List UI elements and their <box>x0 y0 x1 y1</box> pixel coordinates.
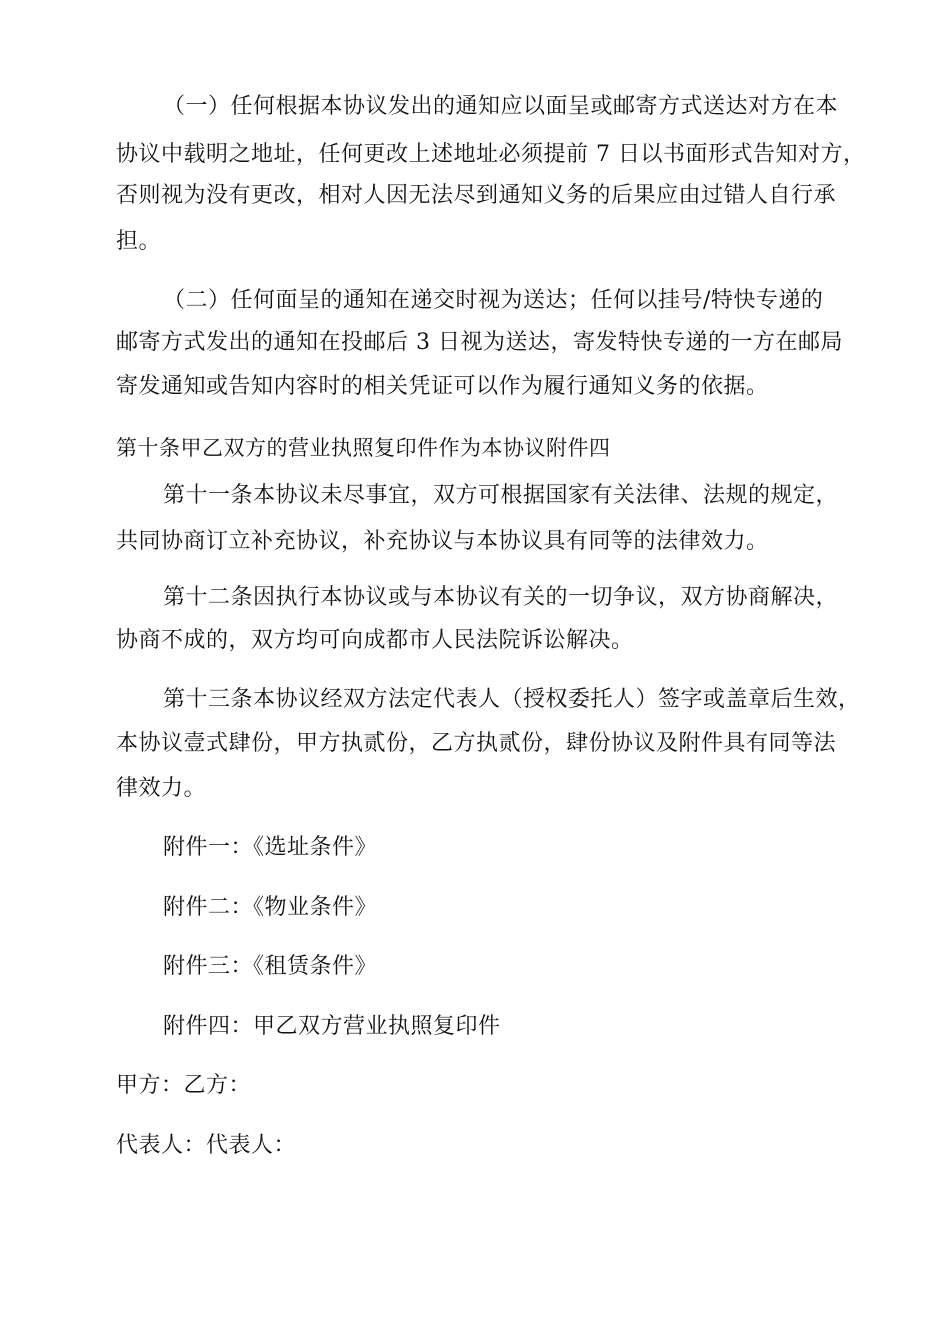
paragraph-1-line-4: 担。 <box>116 229 162 254</box>
article-12-line-2: 协商不成的，双方均可向成都市人民法院诉讼解决。 <box>116 628 634 653</box>
signature-parties: 甲方：乙方： <box>116 1073 252 1098</box>
paragraph-1-line-2: 协议中载明之地址，任何更改上述地址必须提前 7 日以书面形式告知对方， <box>116 142 866 167</box>
attachment-2: 附件二：《物业条件》 <box>163 895 378 920</box>
paragraph-1-line-1: （一）任何根据本协议发出的通知应以面呈或邮寄方式送达对方在本 <box>163 94 839 119</box>
paragraph-2-line-3: 寄发通知或告知内容时的相关凭证可以作为履行通知义务的依据。 <box>116 374 769 399</box>
article-11-line-2: 共同协商订立补充协议，补充协议与本协议具有同等的法律效力。 <box>116 529 769 554</box>
attachment-3: 附件三：《租赁条件》 <box>163 954 378 979</box>
signature-representatives: 代表人：代表人： <box>116 1133 297 1158</box>
article-13-line-3: 律效力。 <box>116 776 207 801</box>
attachment-4: 附件四：甲乙双方营业执照复印件 <box>163 1014 501 1039</box>
article-11-line-1: 第十一条本协议未尽事宜，双方可根据国家有关法律、法规的规定， <box>163 483 839 508</box>
paragraph-2-line-2: 邮寄方式发出的通知在投邮后 3 日视为送达，寄发特快专递的一方在邮局 <box>116 330 843 355</box>
article-12-line-1: 第十二条因执行本协议或与本协议有关的一切争议，双方协商解决， <box>163 585 839 610</box>
article-10-heading: 第十条甲乙双方的营业执照复印件作为本协议附件四 <box>116 436 611 460</box>
paragraph-1-line-3: 否则视为没有更改，相对人因无法尽到通知义务的后果应由过错人自行承 <box>116 183 837 208</box>
article-13-line-2: 本协议壹式肆份，甲方执贰份，乙方执贰份，肆份协议及附件具有同等法 <box>116 731 837 756</box>
article-13-line-1: 第十三条本协议经双方法定代表人（授权委托人）签字或盖章后生效， <box>163 687 861 712</box>
attachment-1: 附件一：《选址条件》 <box>163 835 378 860</box>
paragraph-2-line-1: （二）任何面呈的通知在递交时视为送达；任何以挂号/特快专递的 <box>163 288 824 313</box>
